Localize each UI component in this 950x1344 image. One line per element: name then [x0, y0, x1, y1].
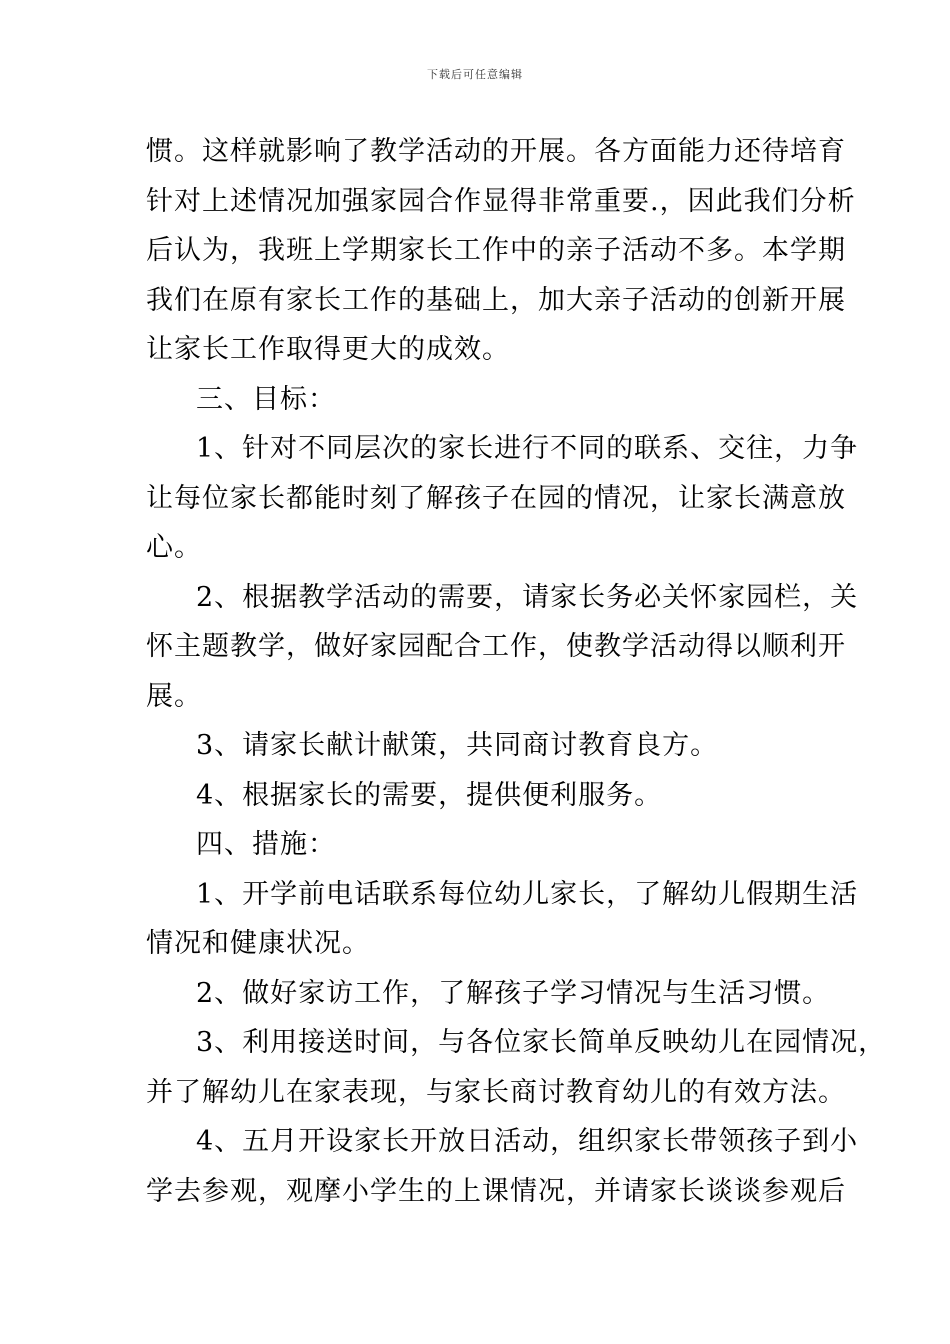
- text-line: 学去参观，观摩小学生的上课情况，并请家长谈谈参观后: [146, 1175, 846, 1207]
- text-line: 展。: [146, 680, 202, 712]
- text-line: 我们在原有家长工作的基础上，加大亲子活动的创新开展: [146, 284, 846, 316]
- list-item: 2、做好家访工作，了解孩子学习情况与生活习惯。: [196, 977, 831, 1009]
- text-line: 后认为，我班上学期家长工作中的亲子活动不多。本学期: [146, 235, 846, 266]
- document-body: [146, 127, 887, 1216]
- text-line: 惯。这样就影响了教学活动的开展。各方面能力还待培育: [146, 136, 846, 167]
- text-line: 怀主题教学，做好家园配合工作，使教学活动得以顺利开: [146, 631, 846, 662]
- text-line: 并了解幼儿在家表现，与家长商讨教育幼儿的有效方法。: [146, 1076, 846, 1108]
- list-item: 1、开学前电话联系每位幼儿家长，了解幼儿假期生活: [196, 878, 859, 910]
- list-item: 3、请家长献计献策，共同商讨教育良方。: [196, 730, 719, 761]
- list-item: 3、利用接送时间，与各位家长简单反映幼儿在园情况，: [196, 1027, 887, 1058]
- section-heading: 四、措施：: [196, 829, 336, 860]
- list-item: 1、针对不同层次的家长进行不同的联系、交往，力争: [196, 433, 859, 464]
- text-line: 心。: [146, 532, 202, 563]
- text-line: 让家长工作取得更大的成效。: [146, 334, 510, 365]
- list-item: 4、根据家长的需要，提供便利服务。: [196, 779, 663, 811]
- list-item: 2、根据教学活动的需要，请家长务必关怀家园栏，关: [196, 581, 859, 613]
- text-line: 让每位家长都能时刻了解孩子在园的情况，让家长满意放: [146, 482, 846, 514]
- text-line: 针对上述情况加强家园合作显得非常重要.，因此我们分析: [146, 185, 856, 217]
- list-item: 4、五月开设家长开放日活动，组织家长带领孩子到小: [196, 1126, 859, 1157]
- section-heading: 三、目标：: [196, 383, 336, 415]
- page-header: 下载后可任意编辑: [427, 68, 523, 81]
- text-line: 情况和健康状况。: [146, 928, 370, 959]
